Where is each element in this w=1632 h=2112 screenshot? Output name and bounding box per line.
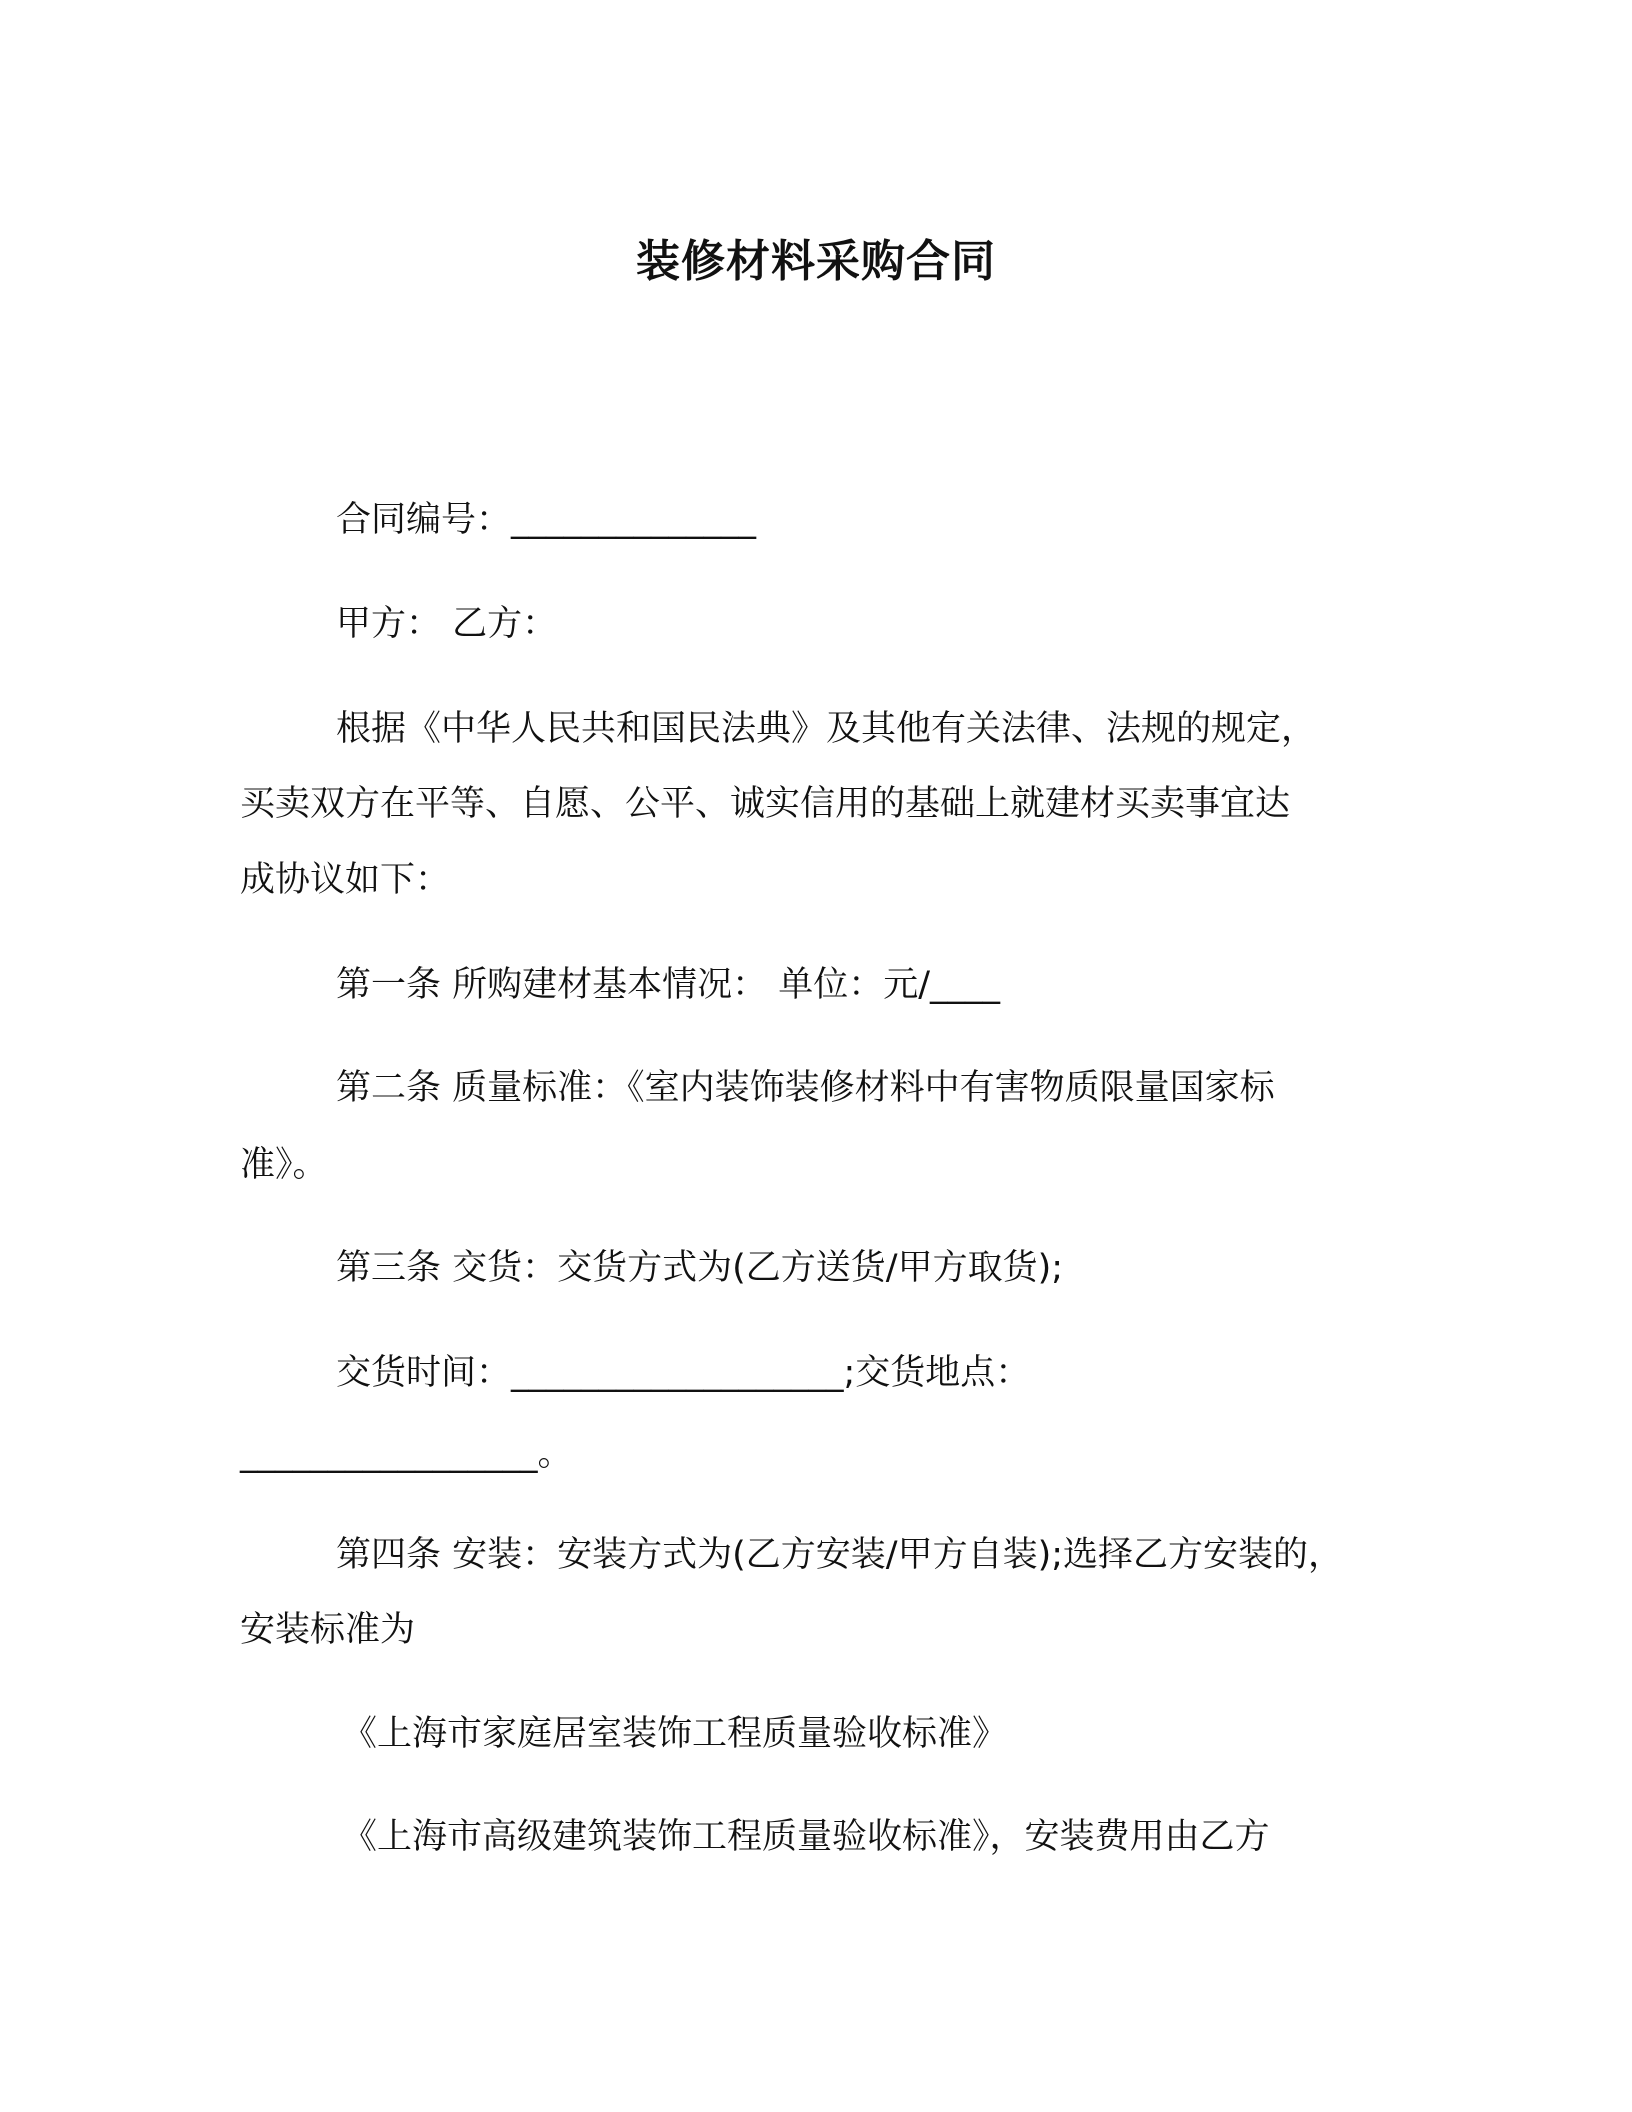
parties-line: 甲方： 乙方：	[336, 604, 558, 644]
article-4-line-2: 安装标准为	[240, 1610, 416, 1650]
article-3-line: 第三条 交货：交货方式为(乙方送货/甲方取货);	[336, 1248, 1064, 1288]
document-title: 装修材料采购合同	[636, 236, 996, 287]
standard-line-2: 《上海市高级建筑装饰工程质量验收标准》，安装费用由乙方	[342, 1817, 1270, 1857]
article-1-line: 第一条 所购建材基本情况： 单位：元/____	[336, 965, 1001, 1005]
delivery-place-line: _________________。	[240, 1434, 573, 1474]
delivery-time-line: 交货时间：___________________;交货地点：	[336, 1353, 1031, 1393]
standard-line-1: 《上海市家庭居室装饰工程质量验收标准》	[342, 1714, 1008, 1754]
article-4-line-1: 第四条 安装：安装方式为(乙方安装/甲方自装);选择乙方安装的，	[336, 1535, 1344, 1575]
article-2-line-2: 准》。	[240, 1145, 328, 1185]
article-2-line-1: 第二条 质量标准：《室内装饰装修材料中有害物质限量国家标	[336, 1068, 1275, 1108]
preamble-line-1: 根据《中华人民共和国民法典》及其他有关法律、法规的规定，	[336, 709, 1317, 749]
preamble-line-2: 买卖双方在平等、自愿、公平、诚实信用的基础上就建材买卖事宜达	[240, 784, 1291, 824]
contract-number-line: 合同编号：______________	[336, 500, 757, 540]
preamble-line-3: 成协议如下：	[240, 860, 451, 900]
